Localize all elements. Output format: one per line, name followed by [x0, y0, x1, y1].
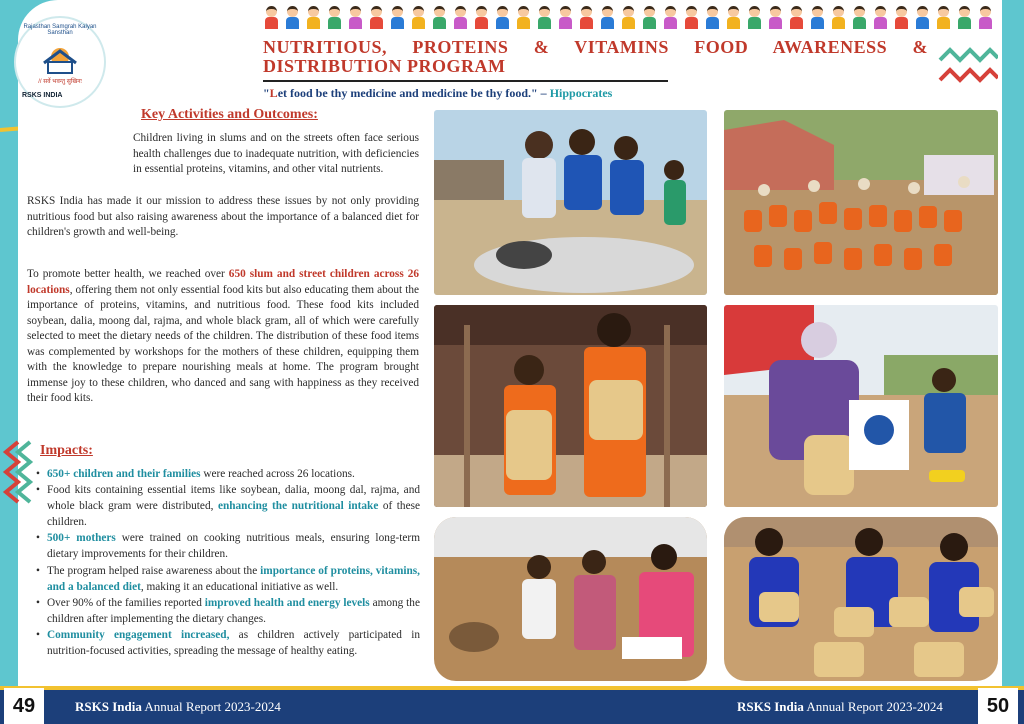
impact-5-highlight: improved health and energy levels [204, 596, 370, 609]
impact-6-text: as children actively participated in nutrition-focused activities, spreading the message of healthy eating. [47, 628, 421, 658]
impact-item [36, 466, 420, 482]
child-figure-icon [388, 4, 407, 30]
impacts-heading: Impacts: [40, 443, 93, 458]
child-figure-icon [451, 4, 470, 30]
quote-author: Hippocrates [549, 86, 613, 100]
house-icon [38, 45, 82, 75]
impact-2-highlight: enhancing the nutritional intake [217, 500, 379, 513]
child-figure-icon [535, 4, 554, 30]
child-figure-icon [325, 4, 344, 30]
child-figure-icon [598, 4, 617, 30]
hippocrates-quote [263, 86, 612, 101]
child-figure-icon [430, 4, 449, 30]
child-figure-icon [283, 4, 302, 30]
footer-brand-right: RSKS India [737, 699, 804, 714]
child-figure-icon [703, 4, 722, 30]
child-figure-icon [829, 4, 848, 30]
impact-2-text-b: of these children. [47, 500, 421, 529]
photo-children-group-seated [724, 110, 998, 295]
impact-item [36, 595, 420, 627]
para-3-highlight: 650 slum and street children across 26 locations [27, 268, 420, 296]
impact-3-highlight: 500+ mothers [47, 532, 116, 545]
quote-open: " [263, 86, 270, 100]
impact-6-highlight: Community engagement increased, [47, 628, 230, 641]
child-figure-icon [913, 4, 932, 30]
impact-item [36, 530, 420, 562]
child-figure-icon [955, 4, 974, 30]
child-figure-icon [871, 4, 890, 30]
footer-title-right [737, 699, 943, 715]
child-figure-icon [262, 4, 281, 30]
child-figure-icon [346, 4, 365, 30]
impact-item [36, 627, 420, 659]
child-figure-icon [892, 4, 911, 30]
photo-two-children-with-kits [434, 305, 707, 507]
child-figure-icon [493, 4, 512, 30]
title-underline [263, 80, 668, 82]
page-number-right: 50 [978, 688, 1018, 724]
zigzag-decoration-left [0, 440, 34, 510]
child-figure-icon [682, 4, 701, 30]
impact-4-text-b: , making it an educational initiative as well. [140, 580, 339, 593]
photo-food-preparation [434, 110, 707, 295]
child-figure-icon [304, 4, 323, 30]
quote-initial: L [269, 86, 278, 100]
impact-5-text-a: Over 90% of the families reported [47, 596, 205, 609]
impact-4-text-a: The program helped raise awareness about the [47, 564, 261, 577]
photo-mothers-workshop [434, 517, 707, 681]
child-figure-icon [850, 4, 869, 30]
children-illustration-strip [262, 4, 1010, 32]
teal-right-border [1002, 0, 1024, 700]
page-number-left: 49 [4, 688, 44, 724]
impact-2-text-a: Food kits containing essential items like soybean, dalia, moong dal, rajma, and whole black gram were distributed, [47, 484, 420, 513]
key-activities-para-3 [27, 267, 419, 407]
para-3-rest: , offering them not only essential food kits but also educating them about the importance of proteins, vitamins, and nutritious food. These food kits included soybean, dalia, moong dal, rajma, and whole black gram, all of which were carefully selected to meet the dietary needs of the children. The distribution of these food items was complemented by workshops for the mothers of these children, equipping them with the knowledge to prepare nourishing meals at home. The program brought immense joy to these children, who danced and sang with happiness as they received their food kits. [27, 283, 419, 404]
impact-4-highlight: importance of proteins, vitamins, and a balanced diet [47, 564, 421, 593]
para-3-intro: To promote better health, we reached over [27, 268, 229, 280]
child-figure-icon [787, 4, 806, 30]
key-activities-para-2: RSKS India has made it our mission to address these issues by not only providing nutritious food but also raising awareness about the importance of a balanced diet for children's growth and well-being. [27, 195, 419, 238]
child-figure-icon [745, 4, 764, 30]
child-figure-icon [619, 4, 638, 30]
zigzag-decoration-top-right [938, 40, 998, 90]
impact-5-text-b: among the children after implementing the dietary changes. [47, 596, 420, 625]
child-figure-icon [808, 4, 827, 30]
impacts-list [36, 466, 420, 659]
impact-3-text: were trained on cooking nutritious meals, ensuring long-term dietary improvements for their children. [47, 532, 420, 561]
quote-body: et food be thy medicine and medicine be thy food." – [277, 86, 550, 100]
child-figure-icon [640, 4, 659, 30]
footer-brand-left: RSKS India [75, 699, 142, 714]
photo-mother-and-child-with-kit [724, 305, 998, 507]
logo-name: RSKS INDIA [22, 92, 63, 99]
impact-1-text: were reached across 26 locations. [200, 468, 355, 480]
child-figure-icon [976, 4, 995, 30]
impact-item [36, 482, 420, 530]
impact-item [36, 563, 420, 595]
footer-rest-left: Annual Report 2023-2024 [141, 699, 281, 714]
key-activities-para-1: Children living in slums and on the streets often face serious health challenges due to inadequate nutrition, with deficiencies in essential proteins, vitamins, and other vital nutrients. [133, 132, 419, 175]
page-title: NUTRITIOUS, PROTEINS & VITAMINS FOOD AWARENESS & DISTRIBUTION PROGRAM [263, 37, 928, 76]
footer-rest-right: Annual Report 2023-2024 [803, 699, 943, 714]
child-figure-icon [409, 4, 428, 30]
child-figure-icon [934, 4, 953, 30]
logo-arc-text: Rajasthan Samgrah Kalyan Sansthan [23, 24, 97, 36]
child-figure-icon [766, 4, 785, 30]
child-figure-icon [472, 4, 491, 30]
key-activities-heading: Key Activities and Outcomes: [141, 107, 318, 122]
child-figure-icon [367, 4, 386, 30]
child-figure-icon [724, 4, 743, 30]
child-figure-icon [556, 4, 575, 30]
impact-1-highlight: 650+ children and their families [47, 468, 201, 480]
child-figure-icon [661, 4, 680, 30]
footer-title-left [75, 699, 281, 715]
logo-tagline: // सर्वे भवन्तु सुखिनः [38, 79, 82, 85]
child-figure-icon [577, 4, 596, 30]
photo-girls-with-kits [724, 517, 998, 681]
child-figure-icon [514, 4, 533, 30]
